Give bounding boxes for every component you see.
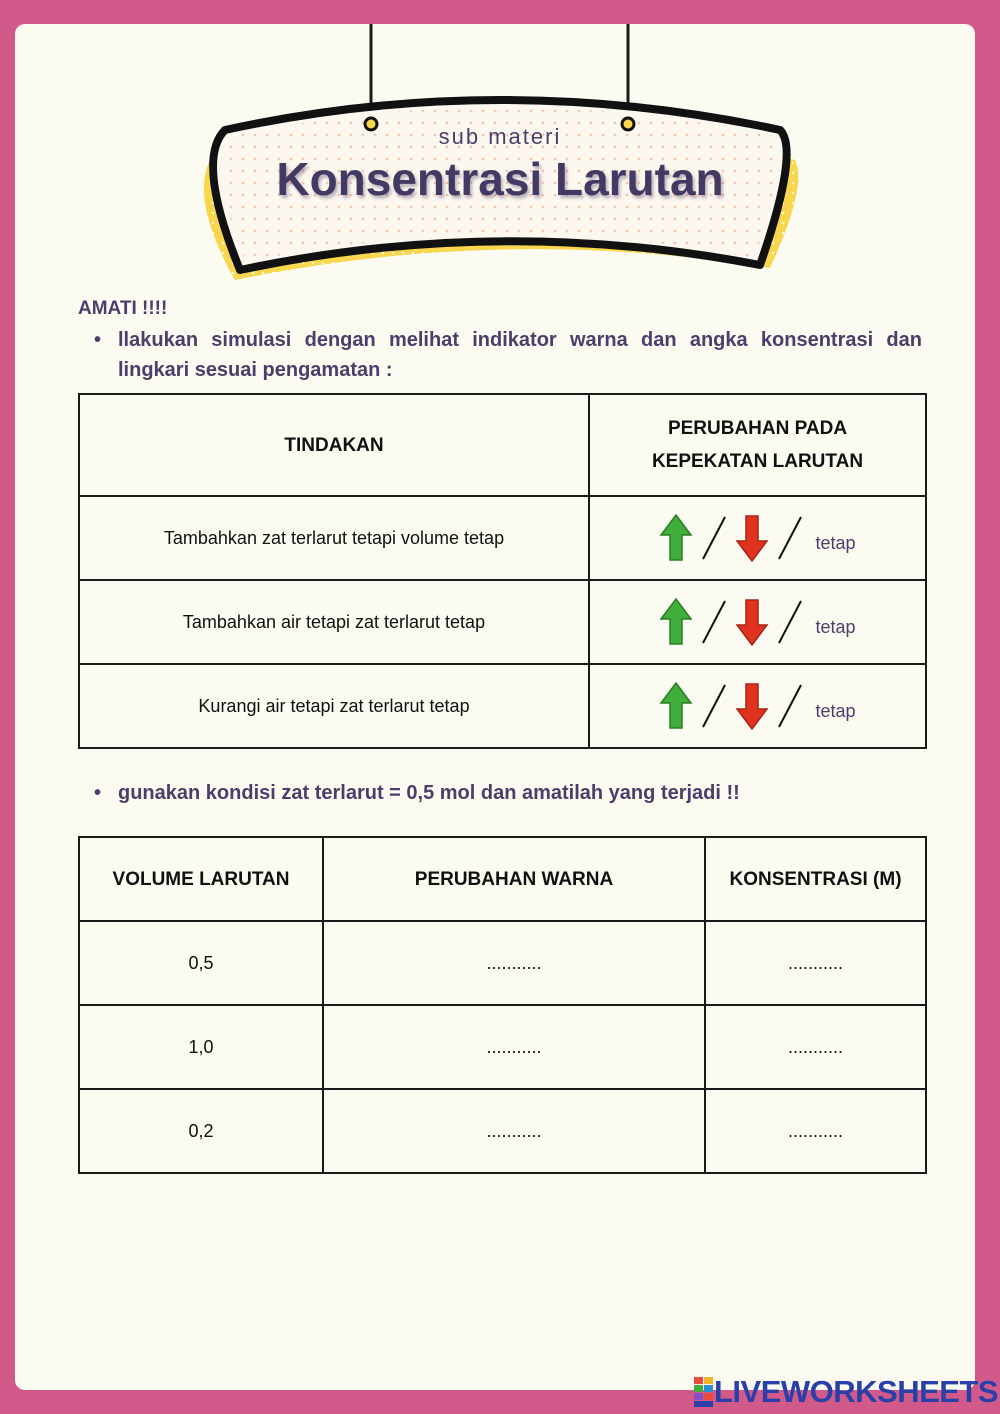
choice-cell xyxy=(589,664,926,748)
arrow-down-icon[interactable] xyxy=(735,597,769,647)
volume-cell: 0,5 xyxy=(79,921,323,1005)
option-tetap[interactable]: tetap xyxy=(815,700,856,721)
table-header-row xyxy=(79,837,926,921)
concentration-answer-field[interactable]: ........... xyxy=(705,1005,926,1089)
slash-divider xyxy=(775,681,805,731)
volume-cell: 1,0 xyxy=(79,1005,323,1089)
section-label: AMATI !!!! xyxy=(78,298,168,319)
arrow-up-icon[interactable] xyxy=(659,513,693,563)
table-row xyxy=(79,921,926,1005)
concentration-answer-field[interactable]: ........... xyxy=(705,921,926,1005)
arrow-up-icon[interactable] xyxy=(659,597,693,647)
slash-divider xyxy=(699,597,729,647)
color-answer-field[interactable]: ........... xyxy=(323,921,705,1005)
concentration-table xyxy=(78,836,927,1174)
banner-subtitle: sub materi xyxy=(438,124,562,149)
option-tetap[interactable]: tetap xyxy=(815,532,856,553)
arrow-down-icon[interactable] xyxy=(735,681,769,731)
color-answer-field[interactable]: ........... xyxy=(323,1089,705,1173)
brand-name: LIVEWORKSHEETS xyxy=(714,1374,999,1409)
choice-cell xyxy=(589,580,926,664)
choice-cell xyxy=(589,496,926,580)
page-title: Konsentrasi Larutan xyxy=(276,153,724,205)
header-tindakan: TINDAKAN xyxy=(79,394,589,496)
color-answer-field[interactable]: ........... xyxy=(323,1005,705,1089)
table-header-row xyxy=(79,394,926,496)
liveworksheets-logo[interactable] xyxy=(694,1374,998,1410)
header-volume: VOLUME LARUTAN xyxy=(79,837,323,921)
header-warna: PERUBAHAN WARNA xyxy=(323,837,705,921)
table-row xyxy=(79,1089,926,1173)
instruction-text-2: gunakan kondisi zat terlarut = 0,5 mol dan amatilah yang terjadi !! xyxy=(118,782,740,804)
option-tetap[interactable]: tetap xyxy=(815,616,856,637)
title-banner xyxy=(0,0,1000,300)
table-row xyxy=(79,580,926,664)
instruction-text-1: llakukan simulasi dengan melihat indikator warna dan angka konsentrasi dan lingkari sesuai pengamatan : xyxy=(118,329,922,381)
slash-divider xyxy=(699,513,729,563)
observation-table xyxy=(78,393,927,749)
header-konsentrasi: KONSENTRASI (M) xyxy=(705,837,926,921)
bullet-icon: • xyxy=(94,329,102,351)
arrow-up-icon[interactable] xyxy=(659,681,693,731)
slash-divider xyxy=(775,513,805,563)
table-row xyxy=(79,1005,926,1089)
action-cell: Tambahkan air tetapi zat terlarut tetap xyxy=(79,580,589,664)
live-badge-icon xyxy=(694,1377,714,1407)
table-row xyxy=(79,496,926,580)
table-row xyxy=(79,664,926,748)
header-perubahan: PERUBAHAN PADA KEPEKATAN LARUTAN xyxy=(589,394,926,496)
arrow-down-icon[interactable] xyxy=(735,513,769,563)
volume-cell: 0,2 xyxy=(79,1089,323,1173)
action-cell: Kurangi air tetapi zat terlarut tetap xyxy=(79,664,589,748)
concentration-answer-field[interactable]: ........... xyxy=(705,1089,926,1173)
action-cell: Tambahkan zat terlarut tetapi volume tetap xyxy=(79,496,589,580)
slash-divider xyxy=(775,597,805,647)
bullet-icon: • xyxy=(94,782,102,804)
slash-divider xyxy=(699,681,729,731)
